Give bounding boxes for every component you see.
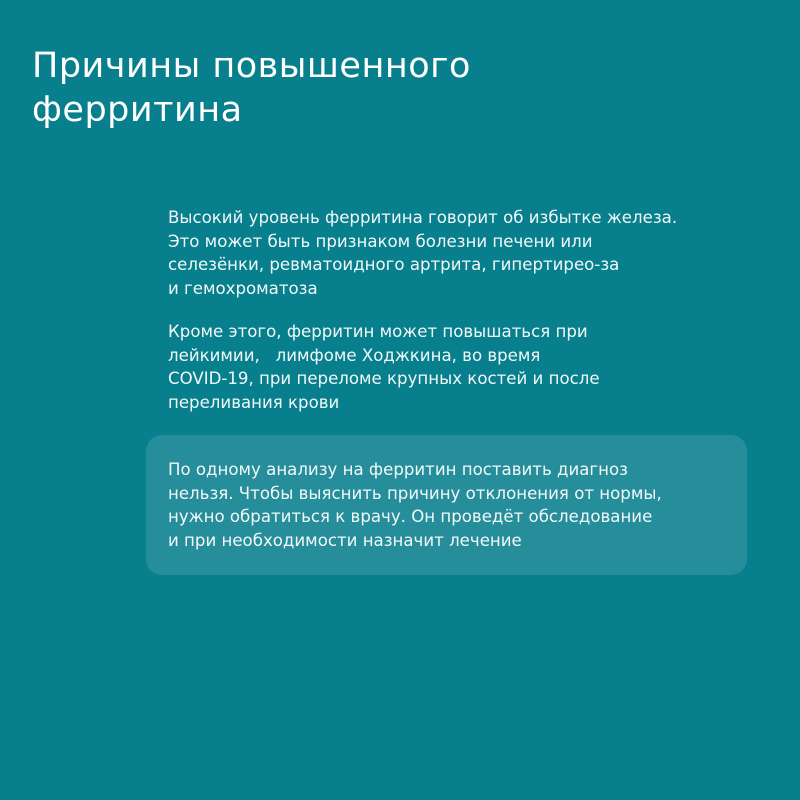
note-line: нельзя. Чтобы выяснить причину отклонения от нормы, [168, 483, 662, 503]
paragraph-line: Высокий уровень ферритина говорит об избытке железа. [168, 208, 678, 227]
paragraph-line: лейкимии, лимфоме Ходжкина, во время [168, 345, 541, 365]
paragraph-high-ferritin-causes [168, 206, 677, 300]
paragraph-line: селезёнки, ревматоидного артрита, гипертирео-за [168, 255, 620, 275]
paragraph-line: Это может быть признаком болезни печени или [168, 231, 593, 251]
note-line: и при необходимости назначит лечение [168, 530, 522, 550]
paragraph-line: COVID-19, при переломе крупных костей и после [168, 369, 600, 389]
paragraph-other-causes [168, 320, 600, 414]
paragraph-line: переливания крови [168, 392, 340, 412]
doctor-note-text [168, 458, 662, 552]
page-title [32, 44, 471, 132]
page-title-line-2: ферритина [32, 90, 243, 130]
paragraph-line: и гемохроматоза [168, 278, 318, 298]
note-line: По одному анализу на ферритин поставить диагноз [168, 460, 628, 479]
page-title-line-1: Причины повышенного [32, 46, 471, 86]
note-line: нужно обратиться к врачу. Он проведёт обследование [168, 507, 653, 527]
paragraph-line: Кроме этого, ферритин может повышаться при [168, 322, 588, 341]
doctor-note-box [146, 435, 747, 575]
